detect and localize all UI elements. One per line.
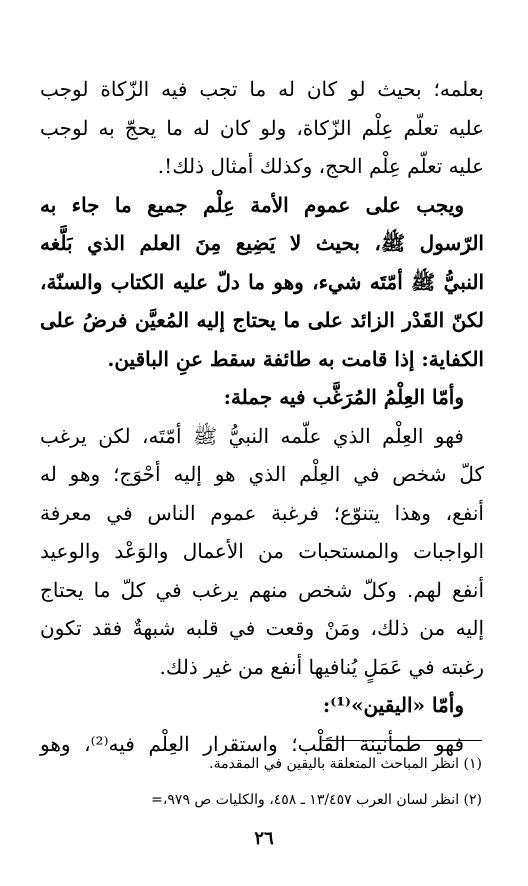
body-line: بعلمه؛ بحيث لو كان له ما تجب فيه الزّكاة لوجب bbox=[40, 77, 484, 101]
body-line: أنفع، وهذا يتنوّع؛ فرغبة عموم الناس في معرفة bbox=[40, 500, 484, 525]
body-line: فهو العِلْم الذي علّمه النبيُّ ﷺ أمّتَه، لكن يرغب bbox=[40, 423, 464, 448]
body-line: أنفع لهم. وكلّ شخص منهم يرغب في كلّ ما يحتاج bbox=[40, 577, 484, 602]
body-line-bold: النبيُّ ﷺ أمّتَه شيء، وهو ما دلّ عليه الكتاب والسنّة، bbox=[40, 269, 484, 294]
body-line-bold: الكفاية: إذا قامت به طائفة سقط عنِ الباقين. bbox=[107, 346, 484, 371]
footnote-divider bbox=[322, 740, 482, 741]
body-line: الواجبات والمستحبات من الأعمال والوَعْد والوعيد bbox=[40, 539, 484, 563]
footnote: (١) انظر المباحث المتعلقة باليقين في المقدمة. bbox=[209, 756, 482, 772]
body-line: إليه من ذلك، ومَنْ وقعت في قلبه شبهةٌ فقد تكون bbox=[40, 616, 484, 640]
page-number: ٢٦ bbox=[254, 828, 274, 849]
body-line: عليه تعلّم عِلْم الزّكاة، ولو كان له ما يحجّ به لوجب bbox=[40, 115, 484, 140]
section-heading: وأمّا «اليقين»⁽¹⁾: bbox=[322, 693, 464, 717]
body-line: فهو طمأنينة القَلْب؛ واستقرار العِلْم فيه⁽²⁾، وهو bbox=[40, 731, 464, 756]
section-heading: وأمّا العِلْمُ المُرَغَّب فيه جملة: bbox=[223, 385, 464, 409]
body-line: عليه تعلّم عِلْم الحج، وكذلك أمثال ذلك!. bbox=[157, 154, 484, 178]
body-line-bold: الرّسول ﷺ، بحيث لا يَضِيع مِنَ العلم الذي بَلَّغه bbox=[40, 231, 484, 255]
body-line-bold: ويجب على عموم الأمة عِلْم جميع ما جاء به bbox=[40, 192, 464, 217]
footnote: (٢) انظر لسان العرب ١٣/٤٥٧ ـ ٤٥٨، والكليات ص ٩٧٩،= bbox=[151, 792, 482, 808]
body-line-bold: لكنّ القَدْر الزائد على ما يحتاج إليه المُعيَّن فرضُ على bbox=[40, 308, 484, 332]
body-line: رغبته في عَمَلٍ يُنافيها أنفع من غير ذلك. bbox=[159, 654, 484, 679]
body-line: كلّ شخص في العِلْم الذي هو إليه أحْوَج؛ وهو له bbox=[40, 462, 484, 486]
